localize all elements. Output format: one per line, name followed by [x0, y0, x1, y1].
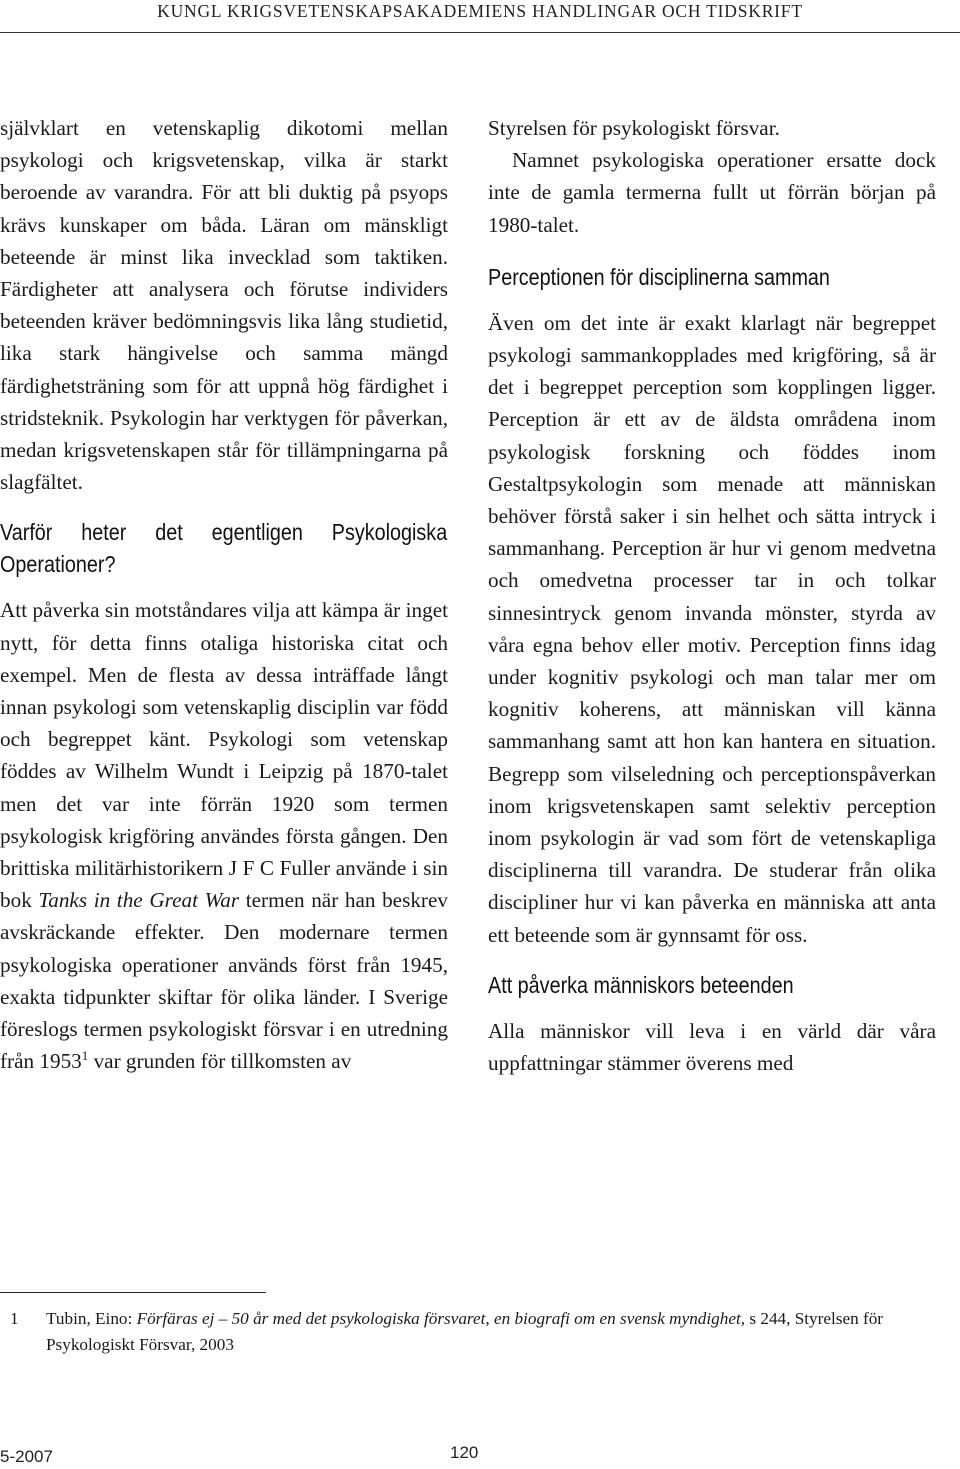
footnote-rule	[0, 1292, 266, 1293]
page-number: 120	[450, 1443, 479, 1462]
book-title: Tanks in the Great War	[38, 888, 240, 913]
paragraph-text: termen när han beskrev avskräckande effekter. Den modernare termen psykologiska operationer används först från 1945, exakta tidpunkter skiftar för olika länder. I Sverige föreslogs termen psykologiskt försvar i en utredning från 1953	[0, 888, 448, 1074]
right-paragraph-4: Alla människor vill leva i en värld där våra uppfattningar stämmer överens med	[488, 1018, 936, 1076]
left-column	[0, 112, 448, 1077]
footnote	[0, 1306, 960, 1358]
right-paragraph-2: Namnet psykologiska operationer ersatte dock inte de gamla termerna fullt ut förrän början på 1980-talet.	[488, 148, 936, 237]
paragraph-text: var grunden för tillkomsten av	[93, 1049, 352, 1074]
footnote-text	[46, 1306, 960, 1358]
right-column	[488, 112, 936, 1079]
issue-number: 5-2007	[0, 1447, 53, 1466]
footnote-title: Förfäras ej – 50 år med det psykologiska försvaret, en biografi om en svensk myndighet	[136, 1309, 741, 1328]
right-paragraph-1: Styrelsen för psykologiskt försvar.	[488, 116, 780, 140]
section-heading-varfor: Varför heter det egentligen Psykologiska Operationer?	[0, 519, 448, 578]
paragraph-text: Att påverka sin motståndares vilja att kämpa är inget nytt, för detta finns otaliga historiska citat och exempel. Men de flesta av dessa inträffade långt innan psykologi som vetenskaplig disciplin var född och begreppet känt. Psykologi som vetenskap föddes av Wilhelm Wundt i Leipzig på 1870-talet men det var inte förrän 1920 som termen psykologisk krigföring användes första gången. Den brittiska militärhistorikern J F C Fuller använde i sin bok	[0, 598, 448, 913]
left-paragraph-2	[0, 594, 448, 1077]
footnote-details: , s 244, Styrelsen för Psykologiskt Försvar, 2003	[46, 1309, 884, 1354]
footnote-reference[interactable]: 1	[81, 1048, 89, 1064]
section-heading-att-paverka: Att påverka människors beteenden	[488, 971, 794, 998]
right-paragraph-3: Även om det inte är exakt klarlagt när begreppet psykologi sammankopplades med krigföring, så är det i begreppet perception som kopplingen ligger. Perception är ett av de äldsta områdena inom psykologisk forskning och föddes inom Gestaltpsykologin som menade att människan behöver förstå saker i sin helhet och sätta intryck i sammanhang. Perception är hur vi genom medvetna och omedvetna processer tar in och tolkar sinnesintryck genom invanda mönster, styrda av våra egna behov eller motiv. Perception finns idag under kognitiv psykologi och man talar mer om kognitiv koherens, att människan vill känna sammanhang samt att hon kan hantera en situation. Begrepp som vilseledning och perceptionspåverkan inom krigsvetenskapen samt selektiv perception inom psykologin är vad som fört de vetenskapliga disciplinerna till varandra. De studerar från olika discipliner hur vi kan påverka en människa att anta ett beteende som är gynnsamt för oss.	[488, 310, 936, 947]
section-heading-perceptionen: Perceptionen för disciplinerna samman	[488, 263, 830, 290]
header-rule	[0, 32, 960, 33]
running-head: KUNGL KRIGSVETENSKAPSAKADEMIENS HANDLINGAR OCH TIDSKRIFT	[157, 1, 803, 21]
footnote-author: Tubin, Eino:	[46, 1309, 133, 1328]
left-paragraph-1: självklart en vetenskaplig dikotomi mellan psykologi och krigsvetenskap, vilka är starkt beroende av varandra. För att bli duktig på psyops krävs kunskaper om båda. Läran om mänskligt beteende är minst lika invecklad som taktiken. Färdigheter att analysera och förutse individers beteenden kräver bedömningsvis lika lång studietid, lika stark hängivelse och samma mängd färdighetsträning som för att uppnå hög färdighet i stridsteknik. Psykologin har verktygen för påverkan, medan krigsvetenskapen står för tillämpningarna på slagfältet.	[0, 116, 448, 495]
footnote-number: 1	[10, 1309, 19, 1328]
